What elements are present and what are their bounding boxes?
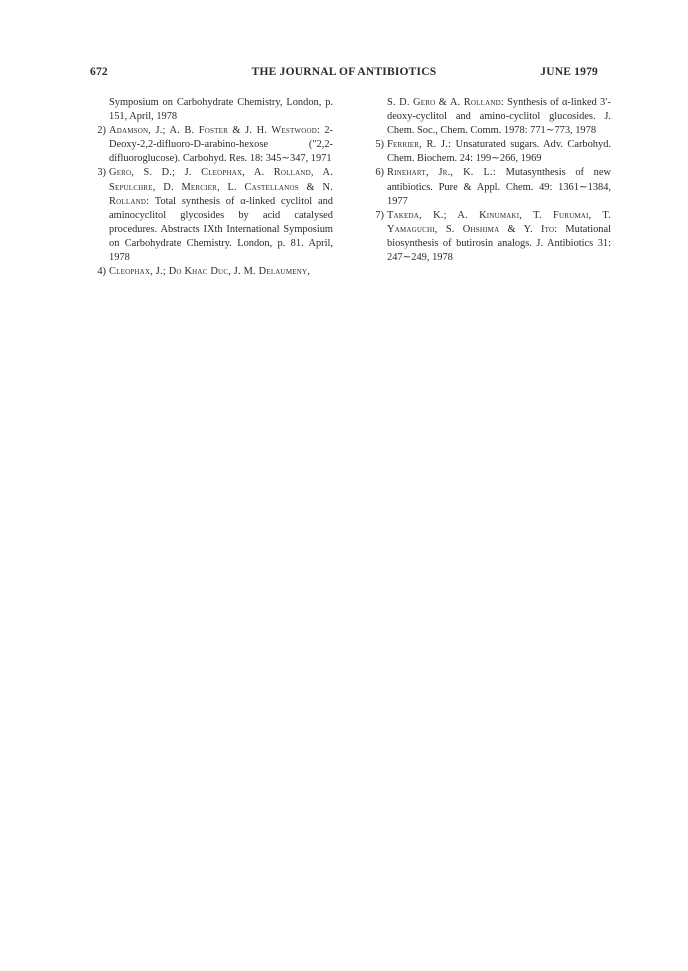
reference-number: 6) — [375, 167, 384, 179]
reference-body: Synthesis of α-linked 3′-deoxy-cyclitol and amino-cyclitol glucosides. J. Chem. Soc., Chem. Comm. 1978: 771∼773, 1978 — [387, 97, 611, 137]
reference-2 — [90, 124, 333, 166]
reference-body: Mutasynthesis of new antibiotics. Pure & Appl. Chem. 49: 1361∼1384, 1977 — [387, 167, 611, 207]
reference-authors: S. D. Gero & A. Rolland: — [387, 97, 504, 108]
page-header — [90, 66, 598, 82]
reference-number: 2) — [97, 125, 106, 137]
reference-3 — [90, 166, 333, 265]
reference-1-continued — [90, 96, 333, 124]
reference-authors: Gero, S. D.; J. Cleophax, A. Rolland, A. Sepulchre, D. Mercier, L. Castellanos & N. Rolland: — [109, 167, 333, 207]
reference-authors: Rinehart, Jr., K. L.: — [387, 167, 496, 179]
journal-title: THE JOURNAL OF ANTIBIOTICS — [251, 66, 437, 78]
reference-number: 3) — [97, 167, 106, 179]
issue-date: JUNE 1979 — [540, 66, 598, 78]
reference-body: 2-Deoxy-2,2-difluoro-D-arabino-hexose ("2,2-difluoroglucose). Carbohyd. Res. 18: 345∼347, 1971 — [109, 125, 333, 165]
reference-number: 4) — [97, 266, 106, 278]
references-right-column — [368, 96, 611, 265]
reference-authors: Takeda, K.; A. Kinumaki, T. Furumai, T. Yamaguchi, S. Ohshima & Y. Ito: — [387, 209, 611, 235]
reference-5 — [368, 138, 611, 166]
reference-4 — [90, 265, 333, 279]
reference-7 — [368, 209, 611, 265]
page-number: 672 — [90, 66, 108, 78]
reference-4-continued — [368, 96, 611, 138]
reference-body: Total synthesis of α-linked cyclitol and aminocyclitol glycosides by acid catalysed procedures. Abstracts IXth International Symposium on Carbohydrate Chemistry. London, p. 81. April, 1978 — [109, 195, 333, 264]
reference-body: Symposium on Carbohydrate Chemistry, London, p. 151, April, 1978 — [109, 97, 333, 123]
references-left-column — [90, 96, 333, 279]
reference-body: Unsaturated sugars. Adv. Carbohyd. Chem. Biochem. 24: 199∼266, 1969 — [387, 139, 611, 165]
reference-number: 7) — [375, 209, 384, 221]
reference-number: 5) — [375, 139, 384, 151]
reference-authors: Cleophax, J.; Do Khac Duc, J. M. Delaumeny, — [109, 266, 311, 278]
reference-6 — [368, 166, 611, 208]
reference-body: Mutational biosynthesis of butirosin analogs. J. Antibiotics 31: 247∼249, 1978 — [387, 223, 612, 264]
reference-authors: Adamson, J.; A. B. Foster & J. H. Westwood: — [109, 125, 321, 137]
reference-authors: Ferrier, R. J.: — [387, 139, 452, 151]
